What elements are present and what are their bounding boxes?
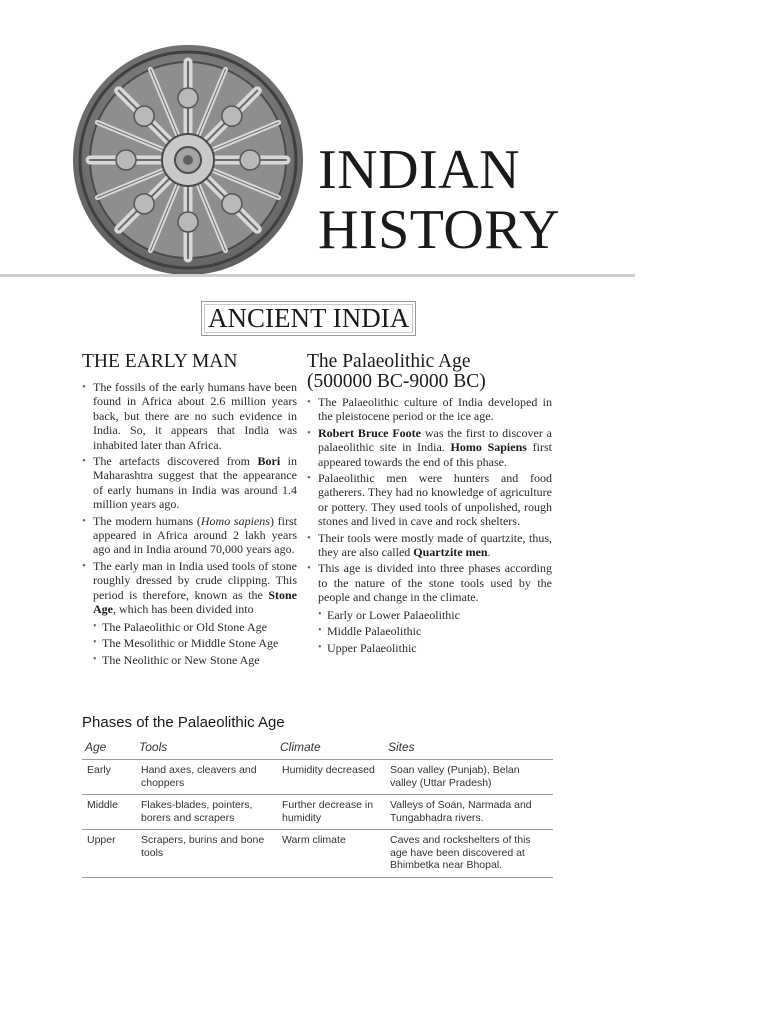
table-row xyxy=(82,795,553,830)
column-header-age: Age xyxy=(82,738,136,760)
phases-table-section xyxy=(82,714,553,878)
table-row xyxy=(82,830,553,878)
table-row xyxy=(82,760,553,795)
list-item: • Robert Bruce Foote was the first to discover a palaeolithic site in India. Homo Sapiens first appeared towards the end of this phase. xyxy=(307,426,552,469)
header-divider xyxy=(0,274,635,277)
column-header-tools: Tools xyxy=(136,738,277,760)
table-cell: Scrapers, burins and bone tools xyxy=(136,830,277,878)
list-item: • Upper Palaeolithic xyxy=(318,640,552,657)
list-item: • The Neolithic or New Stone Age xyxy=(93,652,297,669)
list-item: • The artefacts discovered from Bori in Maharashtra suggest that the appearance of early humans in India was around 1.4 million years ago. xyxy=(82,454,297,512)
early-man-column xyxy=(82,352,297,670)
early-man-heading: THE EARLY MAN xyxy=(82,351,238,372)
list-item: • Palaeolithic men were hunters and food gatherers. They had no knowledge of agriculture or pottery. They used tools of unpolished, rough stones and lived in cave and rock shelters. xyxy=(307,471,552,529)
palaeolithic-column xyxy=(307,352,552,658)
konark-wheel-image xyxy=(72,44,304,276)
palaeolithic-heading: The Palaeolithic Age (500000 BC-9000 BC) xyxy=(307,351,486,392)
table-cell: Early xyxy=(82,760,136,795)
column-header-climate: Climate xyxy=(277,738,385,760)
stone-age-divisions xyxy=(93,619,297,669)
list-item: • The Mesolithic or Middle Stone Age xyxy=(93,635,297,652)
table-title: Phases of the Palaeolithic Age xyxy=(82,714,285,731)
list-item: • Middle Palaeolithic xyxy=(318,623,552,640)
title-line-2: HISTORY xyxy=(318,199,561,261)
list-item: • The Palaeolithic or Old Stone Age xyxy=(93,619,297,636)
table-cell: Flakes-blades, pointers, borers and scrapers xyxy=(136,795,277,830)
list-item: • Early or Lower Palaeolithic xyxy=(318,607,552,624)
list-item: • This age is divided into three phases according to the nature of the stone tools used by the people and change in the climate. • Early or Lower Palaeolithic • Middle Palaeolithic • Upper Palaeolithic xyxy=(307,561,552,656)
table-cell: Caves and rockshelters of this age have been discovered at Bhimbetka near Bhopal. xyxy=(385,830,553,878)
palaeolithic-phases xyxy=(318,607,552,657)
list-item: • The modern humans (Homo sapiens) first appeared in Africa around 2 lakh years ago and in India around 70,000 years ago. xyxy=(82,514,297,557)
table-cell: Further decrease in humidity xyxy=(277,795,385,830)
list-item: • The Palaeolithic culture of India developed in the pleistocene period or the ice age. xyxy=(307,395,552,424)
table-cell: Hand axes, cleavers and choppers xyxy=(136,760,277,795)
table-cell: Soan valley (Punjab), Belan valley (Uttar Pradesh) xyxy=(385,760,553,795)
phases-table xyxy=(82,738,553,878)
table-cell: Valleys of Soan, Narmada and Tungabhadra rivers. xyxy=(385,795,553,830)
title-line-1: INDIAN xyxy=(318,139,521,201)
page-title xyxy=(318,140,560,260)
column-header-sites: Sites xyxy=(385,738,553,760)
list-item: • The early man in India used tools of stone roughly dressed by crude clipping. This period is therefore, known as the Stone Age, which has been divided into • The Palaeolithic or Old Stone Age • The Mesolithic or Middle Stone Age • The Neolithic or New Stone Age xyxy=(82,559,297,668)
table-header-row xyxy=(82,738,553,760)
section-title: ANCIENT INDIA xyxy=(201,301,416,336)
list-item: • Their tools were mostly made of quartzite, thus, they are also called Quartzite men. xyxy=(307,531,552,560)
palaeolithic-list xyxy=(307,395,552,656)
table-cell: Upper xyxy=(82,830,136,878)
table-cell: Humidity decreased xyxy=(277,760,385,795)
table-cell: Middle xyxy=(82,795,136,830)
early-man-list xyxy=(82,380,297,668)
table-cell: Warm climate xyxy=(277,830,385,878)
list-item: • The fossils of the early humans have been found in Africa about 2.6 million years back, but there are no such evidence in India. So, it appears that India was inhabited later than Africa. xyxy=(82,380,297,452)
